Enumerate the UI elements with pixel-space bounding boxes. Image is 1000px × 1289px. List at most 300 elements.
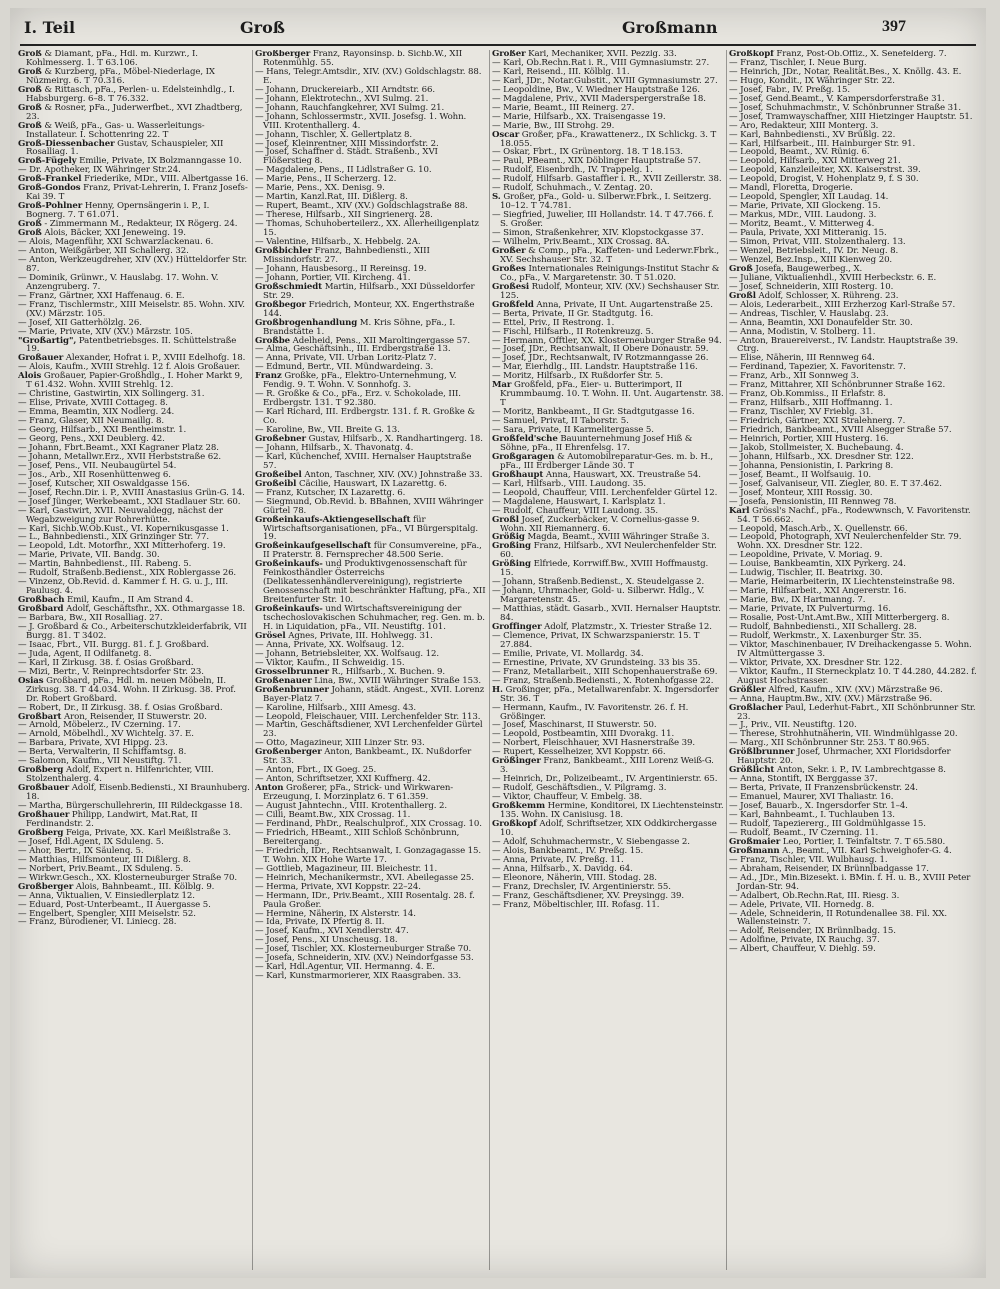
directory-entry: Großbart Aron, Reisender, II Stuwerstr. 20.: [18, 711, 207, 722]
directory-entry: — Franz, Drechsler, IV. Argentinierstr. 55.: [492, 881, 671, 892]
directory-entry: — Anton, Fbrt., IX Goeg. 25.: [255, 765, 377, 776]
directory-entry: — Arnold, Möbelhdl., XV Wichtelg. 37. E.: [18, 729, 194, 740]
directory-entry: — Viktor, Private, XX. Dresdner Str. 122.: [729, 657, 903, 668]
directory-entry: — Karl, Bahnbeamt., I. Tuchlauben 13.: [729, 810, 895, 821]
directory-entry: Großbach Emil, Kaufm., II Am Strand 4.: [18, 595, 194, 606]
directory-entry: — Leopold, Fleischauer, VIII. Lerchenfelder Str. 113.: [255, 711, 481, 722]
directory-entry: — Karl, Küchenchef, XVIII. Hernalser Hauptstraße 57.: [255, 451, 472, 471]
directory-entry: — Ernestine, Private, XV Grundsteing. 33 bis 35.: [492, 657, 701, 668]
directory-entry: — Therese, Hilfsarb., XII Singrienerg. 28.: [255, 210, 433, 221]
directory-entry: — Rudolf, Straßenb.Bedienst., XIX Roblergasse 26.: [18, 568, 237, 579]
directory-entry: — Rudolf, Geschäftsdien., V. Pilgramg. 3.: [492, 783, 667, 794]
directory-entry: — Anna, Viktualien, V. Einsiedlerplatz 12.: [18, 890, 195, 901]
directory-entry: — Hermine, Näherin, IX Alsterstr. 14.: [255, 908, 416, 919]
directory-entry: — Hugo, Kondit., IX Währinger Str. 22.: [729, 75, 895, 86]
directory-entry: — Leopold, Beamt., XV. Rünig. 6.: [729, 147, 870, 158]
directory-entry: Groß & Weiß, pFa., Gas- u. Wasserleitungs-Installateur. I. Schottenring 22. T: [18, 120, 205, 140]
directory-entry: — Anna, Private, XX. Wolfsaug. 12.: [255, 639, 405, 650]
directory-entry: — Moritz, Hilfsarb., IX Rußdorfer Str. 5.: [492, 371, 664, 382]
directory-entry: — Johann, Fbrt.Beamt., XXI Kagraner Platz 28.: [18, 442, 219, 453]
directory-entry: — Anna, Hauptm.Bw., XIV. (XV.) Märzstraße 96.: [729, 693, 933, 704]
directory-entry: — Matthias, Hilfsmonteur, III Dißlerg. 8.: [18, 854, 191, 865]
directory-entry: — Sara, Private, II Karmelitergasse 5.: [492, 425, 654, 436]
directory-entry: Großbard Adolf, Geschäftsfhr., XX. Othmargasse 18.: [18, 604, 245, 615]
directory-entry: Großeinkaufs- und Wirtschaftsvereinigung der tschechoslovakischen Schuhmacher, reg. Gen. m. b. H. in Liquidation, pFa., VII. Neustiftg. 101.: [255, 604, 485, 632]
directory-entry: — Marie, Beamt., III Reinerg. 27.: [492, 102, 635, 113]
directory-entry: — Franz, Tischler, VII. Wulbhausg. 1.: [729, 854, 888, 865]
directory-entry: — Viktor, Kaufm., II Schweidig. 15.: [255, 657, 405, 668]
directory-entry: — Simon, Straßenkehrer, XIV. Klopstockgasse 37.: [492, 228, 704, 239]
directory-entry: — Abraham, Reisender, IX Brünnlbadgasse 17.: [729, 863, 929, 874]
directory-entry: — Josef, Kaufm., XVI Xendlerstr. 47.: [255, 926, 409, 937]
directory-entry: — Adele, Private, VII. Hornedg. 8.: [729, 899, 875, 910]
directory-entry: — R. Großke & Co., pFa., Erz. v. Schokolade, III. Erdbergstr. 131. T 92.380.: [255, 389, 461, 409]
directory-entry: — L., Bahnbediensti., XIX Grinzinger Str. 77.: [18, 532, 209, 543]
directory-entry: — J., Priv., VII. Neustiftg. 120.: [729, 720, 857, 731]
directory-entry: Größinger Franz, Bankbeamt., XIII Lorenz Weiß-G. 3.: [492, 756, 714, 776]
directory-entry: — Elise, Private, XVIII Cottageg. 8.: [18, 398, 168, 409]
directory-entry: — Josef, Pens., XI Unscheusg. 18.: [255, 935, 398, 946]
directory-entry: — Josef Jünger, Werkebeamt., XXI Stadlauer Str. 60.: [18, 496, 241, 507]
directory-entry: Großfeld'sche Bauunternehmung Josef Hiß & Söhne, pFa., II Ehrenfelsg. 17.: [492, 433, 693, 453]
directory-entry: — Thomas, Schuhoberteilerz., XX. Allerheiligenplatz 15.: [255, 219, 479, 239]
directory-entry: — Leopold, Chauffeur, VIII. Lerchenfelder Gürtel 12.: [492, 487, 718, 498]
directory-entry: — Karl, Gastwirt, XVII. Neuwaldegg, nächst der Wegabzweigung zur Rohrerhütte.: [18, 505, 223, 525]
directory-entry: — Martin, Geschäftsdiener, XVI Lerchenfelder Gürtel 23.: [255, 720, 483, 740]
directory-entry: — Magdalene, Priv., XVII Maderspergerstraße 18.: [492, 93, 706, 104]
directory-entry: Großesi Rudolf, Monteur, XIV. (XV.) Sechshauser Str. 125.: [492, 281, 720, 301]
directory-column-1: [18, 50, 250, 1274]
directory-entry: — Josefa, Pensionistin, III Rennweg 78.: [729, 496, 897, 507]
directory-entry: — Johann, Elektrotechn., XVI Sulmg. 21.: [255, 93, 429, 104]
directory-entry: — Ferdinand, PhDr., Realschulprof., XIX Crossag. 10.: [255, 818, 482, 829]
directory-entry: — Hans, Telegr.Amtsdir., XIV. (XV.) Goldschlagstr. 88. E.: [255, 66, 482, 86]
directory-entry: — Wenzel, Betriebsleit., IV. Dr. Neug. 8.: [729, 245, 899, 256]
directory-entry: — Leopold, Masch.Arb., X. Quellenstr. 66.: [729, 523, 908, 534]
directory-entry: — Karl Richard, III. Erdbergstr. 131. f. R. Großke & Co.: [255, 407, 475, 427]
directory-entry: Größlicht Anton, Sekr. i. P., IV. Lambrechtgasse 8.: [729, 765, 946, 776]
directory-entry: — Franz, Geschäftsdiener, XV. Preysingg. 39.: [492, 890, 685, 901]
directory-entry: — Valentine, Hilfsarb., X. Hebbelg. 2A.: [255, 237, 421, 248]
directory-entry: — Franz, Möbeltischler, III. Rofasg. 11.: [492, 899, 660, 910]
directory-entry: — Emanuel, Maurer, XVI Thaliastr. 16.: [729, 792, 894, 803]
directory-entry: — Josef, Maschinarst, II Stuwerstr. 50.: [492, 720, 657, 731]
directory-entry: Groß-Pohlner Henny, Opernsängerin i. P., I. Bognerg. 7. T 61.071.: [18, 201, 210, 221]
directory-entry: — Siegfried, Juwelier, III Hollandstr. 14. T 47.766. f. S. Großer.: [492, 210, 714, 230]
directory-entry: — Berta, Private, II Franzensbrückenstr. 24.: [729, 783, 918, 794]
directory-entry: — Emma, Beamtin, XIX Nodlerg. 24.: [18, 407, 175, 418]
directory-entry: — Ahor, Bertr., IX Säulenq. 5.: [18, 845, 144, 856]
directory-entry: — Aro, Redakteur, XIII Monterg. 3.: [729, 120, 879, 131]
directory-entry: — Rudolf, Schuhmach., V. Zentag. 20.: [492, 183, 653, 194]
directory-entry: Groß Josefa, Baugewerbeg., X.: [729, 263, 863, 274]
directory-entry: — Samuel, Privat, II Taborstr. 5.: [492, 416, 629, 427]
page-number: 397: [882, 18, 906, 35]
directory-entry: — Ida, Private, IX Pfertig 8. II.: [255, 917, 385, 928]
directory-entry: — Otto, Magazineur, XIII Linzer Str. 93.: [255, 738, 425, 749]
directory-entry: — Johann, Schlossermstr., XVII. Josefsg. 1. Wohn. VIII. Krotenthallerg. 4.: [255, 111, 467, 131]
directory-entry: — Eleonore, Näherin, VIII. Stodag. 28.: [492, 872, 657, 883]
directory-entry: — Anna, Stontift, IX Berggasse 37.: [729, 774, 878, 785]
directory-entry: — Marie, Hilfsarb., XX. Traisengasse 19.: [492, 111, 666, 122]
directory-entry: — Moritz, Beamt., V. Mitterweg 4.: [729, 219, 875, 230]
directory-entry: — Franz, Bürodiener, VI. Liniecg. 28.: [18, 917, 177, 928]
directory-entry: — Franz, Metallarbeit., XIII Schopenhauerstraße 69.: [492, 666, 718, 677]
directory-entry: — Clemence, Privat, IX Schwarzspanierstr. 15. T 27.884.: [492, 630, 700, 650]
directory-entry: — Anton, Schriftsetzer, XXI Kuffnerg. 42.: [255, 774, 431, 785]
directory-entry: Großbichler Franz, Bahnbediensti., XIII Missindorfstr. 27.: [255, 245, 430, 265]
directory-entry: — Friedrich, Bankbeamt., XVIII Alsegger Straße 57.: [729, 425, 952, 436]
directory-entry: — Josef, Pens., VII. Neubaugürtel 54.: [18, 460, 177, 471]
directory-entry: — Salomon, Kaufm., VII Neustiftg. 71.: [18, 756, 182, 767]
directory-entry: Großmann A., Beamt., VII. Karl Schweighofer-G. 4.: [729, 845, 952, 856]
directory-entry: Großes Internationales Reinigungs-Institut Stachr & Co., pFa., V. Margaretenstr. 30. T 51.020.: [492, 263, 720, 283]
directory-entry: Großberger Alois, Bahnbeamt., III. Kölblg. 9.: [18, 881, 215, 892]
directory-entry: — Alois, Kaufm., XVIII Strehlg. 12 f. Alois Großauer.: [18, 362, 240, 373]
directory-entry: Großberg Feiga, Private, XX. Karl Meißlstraße 3.: [18, 827, 231, 838]
directory-entry: — Viktor, Maschinenbauer, IV Dreihackengasse 5. Wohn. IV Altmüttergasse 3.: [729, 639, 972, 659]
directory-entry: — Magdalene, Hauswart, I. Karlsplatz 1.: [492, 496, 666, 507]
directory-entry: Großberger Franz, Rayonsinsp. b. Sichb.W., XII Rotenmühlg. 55.: [255, 50, 463, 68]
header-last-entry: Großmann: [622, 18, 718, 37]
directory-entry: Großbe Adelheid, Pens., XII Maroltingergasse 57.: [255, 335, 470, 346]
directory-entry: — Engelbert, Spengler, XIII Meiselstr. 52.: [18, 908, 196, 919]
directory-entry: — Josef, Beamt., II Wolfsauig. 10.: [729, 469, 872, 480]
directory-entry: — Martha, Bürgerschullehrerin, III Rildeckgasse 18.: [18, 801, 243, 812]
directory-entry: — Marie, Bw., IX Hartmanng. 7.: [729, 595, 866, 606]
directory-entry: Großeinkaufs-Aktiengesellschaft für Wirtschaftsorganisationen, pFa., VI Bürgerspitalg. 19.: [255, 514, 479, 543]
directory-entry: — Rudolf, Eisenbrdh., IV. Trappelg. 1.: [492, 165, 653, 176]
directory-entry: — Adele, Schneiderin, II Rotundenallee 38. Fil. XX. Wallensteinstr. 7.: [729, 908, 947, 928]
directory-entry: — Hermann, Kaufm., IV. Favoritenstr. 26. f. H. Größinger.: [492, 702, 689, 722]
directory-entry: — August Jahntechn., VIII. Krotenthallerg. 2.: [255, 801, 448, 812]
directory-entry: — Karoline, Bw., VII. Breite G. 13.: [255, 425, 400, 436]
directory-entry: — Herma, Private, XVI Koppstr. 22–24.: [255, 881, 421, 892]
directory-entry: — Franz, Tischler, XV Frieblg. 31.: [729, 407, 874, 418]
directory-entry: Grosselbrunner R., Hilfsarb., X. Buchen. 9.: [255, 666, 445, 677]
directory-entry: — Magdalene, Pens., II Lidlstraßer G. 10.: [255, 165, 432, 176]
directory-entry: Groß-Diessenbacher Gustav, Schauspieler, XII Rosalliag. 1.: [18, 138, 224, 158]
directory-entry: — Oskar, Fbrt., IX Grünentorg. 18. T 18.153.: [492, 147, 683, 158]
directory-entry: — J. Großbard & Co., Arbeiterschutzkleiderfabrik, VII Burgg. 81. T 3402.: [18, 622, 247, 641]
directory-entry: Groß & Rittasch, pFa., Perlen- u. Edelsteinhdlg., I. Habsburgerg. 6–8. T 76.332.: [18, 84, 235, 104]
directory-entry: — Franz, Kutscher, IX Lazarettg. 6.: [255, 487, 406, 498]
column-divider: [489, 50, 490, 1270]
directory-entry: — Siegmund, Ob.Revid. b. BBahnen, XVIII Währinger Gürtel 78.: [255, 496, 484, 516]
directory-entry: Größler Alfred, Kaufm., XIV. (XV.) Märzstraße 96.: [729, 684, 943, 695]
directory-entry: — Anna, Beamtin, XXI Donaufelder Str. 30.: [729, 317, 913, 328]
directory-entry: Größing Elfriede, Korrwiff.Bw., XVIII Hoffmaustg. 15.: [492, 559, 709, 579]
directory-entry: — Johann, Straßenb.Bedienst., X. Steudelgasse 2.: [492, 577, 705, 588]
directory-entry: — Wenzel, Bez.Insp., XIII Kienweg 20.: [729, 254, 893, 265]
directory-entry: Mar Großfeld, pFa., Eier- u. Butterimport, II Krummbaumg. 10. T. Wohn. II. Unt. Augartenstr. 38. T: [492, 380, 724, 409]
directory-entry: — Franz, Arb., XII Sonnweg 3.: [729, 371, 859, 382]
directory-entry: — Norbert, Fleischhauer, XVI Hasnerstraße 39.: [492, 738, 695, 749]
directory-entry: — Josef, Kleinrentner, XIII Missindorfstr. 2.: [255, 138, 439, 149]
directory-entry: — Karl, JDr., Notar.Gubstit., XVIII Gymnasiumstr. 27.: [492, 75, 718, 86]
directory-entry: — Friedrich, HBeamt., XIII Schloß Schönbrunn, Bereitergang.: [255, 827, 460, 847]
directory-entry: — Johann, Druckereiarb., XII Arndtstr. 66.: [255, 84, 436, 95]
section-label: I. Teil: [24, 18, 76, 37]
directory-entry: — Marie, Heimarbeiterin, IX Liechtensteinstraße 98.: [729, 577, 955, 588]
directory-entry: — Ferdinand, Tapezier, X. Favoritenstr. 7.: [729, 362, 906, 373]
directory-entry: — Barbara, Private, XVI Hippg. 23.: [18, 738, 168, 749]
directory-entry: H. Großinger, pFa., Metallwarenfabr. X. Ingersdorfer Str. 36. T: [492, 684, 719, 704]
directory-entry: — Leopold, Drogist, V. Hohenplatz 9, f. S 30.: [729, 174, 919, 185]
directory-entry: — Josef, Schneiderin, XIII Rosterg. 10.: [729, 281, 894, 292]
directory-entry: Groß-Gondos Franz, Privat-Lehrerin, I. Franz Josefs-Kai 39. T: [18, 183, 248, 203]
directory-entry: — Heinrich, Mechanikermstr., XVI. Abeilegasse 25.: [255, 872, 474, 883]
directory-entry: — Eduard, Post-Unterbeamt., II Auergasse 5.: [18, 899, 211, 910]
page-header: [10, 14, 986, 42]
directory-entry: — Georg, Pens., XXI Deublerg. 42.: [18, 433, 165, 444]
directory-entry: — Karl, Hilfsarb., VIII. Laudong. 35.: [492, 478, 647, 489]
directory-entry: Großhaupt Anna, Hauswart, XX. Treustraße 54.: [492, 469, 701, 480]
directory-entry: Großbegor Friedrich, Monteur, XX. Engerthstraße 144.: [255, 299, 475, 319]
directory-entry: Groß Alois, Bäcker, XXI Jeneweing. 19.: [18, 228, 186, 239]
directory-entry: — Karl, II Zirkusg. 38. f. Osias Großbard.: [18, 657, 194, 668]
directory-entry: — Adalbert, Ob.Rechn.Rat, III. Riesg. 3.: [729, 890, 900, 901]
directory-entry: — Franz, Glaser, XII Neumaillg. 8.: [18, 416, 164, 427]
directory-entry: — Marie, Pens., XX. Denisg. 9.: [255, 183, 385, 194]
directory-entry: S. Großer, pFa., Gold- u. Silberwr.Fbrk., I. Seitzerg. 10–12. T 74.781.: [492, 192, 712, 212]
directory-entry: — Karl, Ob.Rechn.Rat i. R., VIII Gymnasiumstr. 27.: [492, 57, 710, 68]
directory-entry: — Emilie, Private, VI. Mollardg. 34.: [492, 648, 644, 659]
directory-entry: Großeibl Cäcilie, Hauswart, IX Lazarettg. 6.: [255, 478, 447, 489]
directory-entry: — Adolf, Reisender, IX Brünnlbadg. 15.: [729, 926, 896, 937]
directory-entry: — Elise, Näherin, III Rennweg 64.: [729, 353, 875, 364]
directory-entry: — Rosalie, Post-Unt.Amt.Bw., XIII Mitterbergerg. 8.: [729, 613, 950, 624]
directory-entry: Großauer Alexander, Hofrat i. P., XVIII Edelhofg. 18.: [18, 353, 246, 364]
directory-entry: Großer Karl, Mechaniker, XVII. Pezzlg. 33.: [492, 50, 677, 59]
directory-entry: — Berta, Verwalterin, II Schiffamtsg. 8.: [18, 747, 187, 758]
directory-entry: — Wilhelm, Priv.Beamt., XIX Crossag. 8A.: [492, 237, 670, 248]
directory-entry: Grösel Agnes, Private, III. Hohlwegg. 31.: [255, 630, 433, 641]
directory-entry: — Josef, Tischler, XX. Klosterneuburger Straße 70.: [255, 944, 472, 955]
directory-column-2: [255, 50, 487, 1274]
directory-entry: — Anton, Brauereiverst., IV. Landstr. Hauptstraße 39. Ctrg.: [729, 335, 958, 355]
directory-entry: — Leopold, Ldt. Motorfhr., XXI Mitterhoferg. 19.: [18, 541, 226, 552]
directory-entry: — Martin, Bahnbedienst., III. Rabeng. 5.: [18, 559, 192, 570]
directory-entry: Großkopf Adolf, Schriftsetzer, XIX Oddkirchergasse 10.: [492, 818, 717, 838]
directory-entry: Groß-Fügely Emilie, Private, IX Bolzmanngasse 10.: [18, 156, 242, 167]
directory-entry: — Mandl, Floretta, Drogerie.: [729, 183, 853, 194]
directory-column-4: [729, 50, 979, 1274]
directory-entry: — Marie, Private, IX Pulverturmg. 16.: [729, 604, 891, 615]
directory-entry: — Johann, Portier, VII. Kircheng. 41.: [255, 272, 411, 283]
directory-entry: — Leopold, Postbeamtin, XIII Dvorakg. 11.: [492, 729, 675, 740]
directory-entry: — Mizi, Bertr., V. Reinprechtsdorfer Str. 23.: [18, 666, 204, 677]
directory-entry: — Franz, Gärtner, XXI Haffenaug. 6. E.: [18, 290, 185, 301]
directory-entry: — Marie, Private, VII. Bandg. 30.: [18, 550, 160, 561]
directory-entry: — Rudolf, Hilfsarb. Gastaffier i. R., XVII Zeillerstr. 38.: [492, 174, 722, 185]
directory-entry: — Moritz, Bankbeamt., II Gr. Stadtgutgasse 16.: [492, 407, 695, 418]
directory-entry: Osias Großbard, pFa., Hdl. m. neuen Möbeln, II. Zirkusg. 38. T 44.034. Wohn. II Zirkusg. 38. Prof. Dr. Robert Großbard.: [18, 675, 236, 704]
directory-entry: — Wirkwr.Gesch., XX. Klosterneuburger Straße 70.: [18, 872, 238, 883]
directory-entry: — Josef, Rechn.Dir. i. P., XVIII Anastasius Grün-G. 14.: [18, 487, 245, 498]
directory-entry: — Berta, Private, II Gr. Stadtgutg. 16.: [492, 308, 654, 319]
directory-entry: Großkopf Franz, Post-Ob.Offiz., X. Senefelderg. 7.: [729, 50, 947, 59]
directory-entry: — Rudolf, Beamt., IV Czerning. 11.: [729, 827, 879, 838]
directory-entry: — Josef, Schuhmachmstr., V. Schönbrunner Straße 31.: [729, 102, 962, 113]
directory-entry: "Großartig", Patentbetriebsges. II. Schüttelstraße 19.: [18, 335, 237, 355]
directory-entry: — Anna, Private, IV. Preßg. 11.: [492, 854, 624, 865]
directory-entry: — Rupert, Beamt., XIV (XV.) Goldschlagstraße 88.: [255, 201, 468, 212]
directory-entry: Großenberger Anton, Bankbeamt., IX. Nußdorfer Str. 33.: [255, 747, 472, 767]
directory-entry: Großenbrunner Johann, städt. Angest., XVII. Lorenz Bayer-Platz 7.: [255, 684, 485, 704]
directory-entry: — Leopold, Hilfsarb., XXI Mitterweg 21.: [729, 156, 901, 167]
directory-entry: Groß & Rosner, pFa., Juderwerfbet., XVI Zhadtberg, 23.: [18, 102, 243, 122]
directory-entry: Großbauer Adolf, Eisenb.Bediensti., XI Braunhuberg. 18.: [18, 783, 250, 803]
directory-entry: Großeinkaufgesellschaft für Consumvereine, pFa., II Praterstr. 8. Fernsprecher 48.500 Serie.: [255, 541, 482, 561]
directory-entry: — Friedrich, IDr., Rechtsanwalt, I. Gonzagagasse 15. T. Wohn. XIX Hohe Warte 17.: [255, 845, 482, 865]
directory-entry: — Dr. Apotheker, IX Währinger Str.24.: [18, 165, 181, 176]
directory-entry: — Josef, Galvaniseur, VII. Ziegler, 80. E. T 37.462.: [729, 478, 942, 489]
directory-entry: — Jos., Arb., XII Rosenhüttenweg 6.: [18, 469, 171, 480]
directory-entry: Großmaier Leo, Portier, I. Teinfaltstr. 7. T 65.580.: [729, 836, 946, 847]
directory-entry: — Josef, Hdl.Agent, IX Sduleng. 5.: [18, 836, 164, 847]
directory-entry: — Jakob, Stollmeister, X. Buchebaung. 4.: [729, 442, 904, 453]
directory-entry: — Adolfine, Private, IX Rauchg. 37.: [729, 935, 880, 946]
directory-entry: Großbrogenhandlung M. Kris Söhne, pFa., I. Brandstätte 1.: [255, 317, 456, 337]
directory-entry: — Karoline, Hilfsarb., XIII Amesg. 43.: [255, 702, 416, 713]
directory-entry: — Heinrich, Dr., Polizeibeamt., IV. Argentinierstr. 65.: [492, 774, 718, 785]
directory-entry: — Marie, Private, XII Glockeng. 15.: [729, 201, 881, 212]
directory-entry: — Karl, Sichb.W.Ob.Kust., VI. Kopernikusgasse 1.: [18, 523, 229, 534]
directory-entry: — Franz, Tischler, I. Neue Burg.: [729, 57, 867, 68]
directory-entry: Groß - Zimmermann M., Redakteur, IX Rögerg. 24.: [18, 219, 238, 230]
directory-entry: — Leopold, Photograph, XVI Neulerchenfelder Str. 79. Wohn. XX. Dresdner Str. 122.: [729, 532, 962, 552]
directory-entry: — Johann, Metallwr.Erz., XVII Herbststraße 62.: [18, 451, 222, 462]
directory-entry: — Josefa, Schneiderin, XIV. (XV.) Neindorfgasse 53.: [255, 953, 474, 964]
directory-entry: — Friedrich, Gärtner, XXI Stralehnerg. 7.: [729, 416, 906, 427]
directory-entry: — Adolf, Schuhmachermstr., V. Siebengasse 2.: [492, 836, 690, 847]
directory-entry: — Johann, Hausbesorg., II Rereinsg. 19.: [255, 263, 427, 274]
directory-entry: — Leopold, Kanzleileiter, XX. Kaiserstrst. 39.: [729, 165, 921, 176]
directory-entry: — Alois, Lederarbeit., XIII Erzherzog Karl-Straße 57.: [729, 299, 956, 310]
directory-entry: Größlbrunner Josef, Uhrmacher, XXI Floridsdorfer Hauptstr. 20.: [729, 747, 951, 767]
directory-entry: — Hermann, IDr., Priv.Beamt., XIII Rosentalg. 28. f. Paula Großer.: [255, 890, 475, 910]
directory-entry: Großer & Comp., pFa., Kaffeten- und Lederwr.Fbrk., XV. Sechshauser Str. 32. T: [492, 245, 720, 265]
directory-entry: — Anna, Private, VII. Urban Loritz-Platz 7.: [255, 353, 437, 364]
directory-entry: — Franz, Tischlermstr., XIII Meiselstr. 85. Wohn. XIV. (XV.) Märzstr. 105.: [18, 299, 245, 319]
directory-entry: — Rupert, Kesselheizer, XVI Koppstr. 66.: [492, 747, 666, 758]
directory-entry: Großing Franz, Hilfsarb., XVI Neulerchenfelder Str. 60.: [492, 541, 717, 561]
directory-entry: Großhauer Philipp, Landwirt, Mat.Rat, II Ferdinandstr. 2.: [18, 810, 198, 829]
directory-entry: Großfeld Anna, Private, II Unt. Augartenstraße 25.: [492, 299, 713, 310]
directory-entry: — Paula, Private, XXI Mitteranig. 15.: [729, 228, 887, 239]
directory-entry: — Ettel, Priv., II Restrong. 1.: [492, 317, 615, 328]
directory-entry: — Marie, Pens., II Scherzerg. 12.: [255, 174, 397, 185]
directory-entry: — Heinrich, Portier, XIII Husterg. 16.: [729, 433, 889, 444]
directory-entry: Großeinkaufs- und Produktivgenossenschaft für Feinkosthändler Österreichs (Delikatessenhändlervereinigung), registrierte Genossenschaft mit beschränkter Haftung, pFa., XII Breitenfurter Str. 10.: [255, 559, 486, 606]
directory-entry: — Rudolf, Werkmstr., X. Laxenburger Str. 35.: [729, 630, 922, 641]
directory-entry: Großkemm Hermine, Konditorei, IX Liechtensteinstr. 135. Wohn. IX Canisiusg. 18.: [492, 801, 724, 821]
directory-entry: Großeibel Anton, Taschner, XIV. (XV.) Johnstraße 33.: [255, 469, 483, 480]
directory-page: [10, 8, 986, 1278]
directory-entry: — Alma, Geschäftsinh., III. Erdbergstraße 13.: [255, 344, 451, 355]
column-divider: [252, 50, 253, 1270]
directory-entry: — Josef, Fabr., IV. Preßg. 15.: [729, 84, 851, 95]
directory-entry: Anton Großerer, pFa., Strick- und Wirkwaren-Erzeugung, I. Morzinplatz 6. T 61.359.: [255, 783, 454, 803]
directory-entry: Franz Großke, pFa., Elektro-Unternehmung, V. Fendig. 9. T. Wohn. V. Sonnhofg. 3.: [255, 371, 457, 391]
directory-entry: — Marie, Bw., III Strohg. 29.: [492, 120, 615, 131]
directory-entry: — Dominik, Grünwr., V. Hauslabg. 17. Wohn. V. Anzengruberg. 7.: [18, 272, 219, 292]
directory-entry: — Ad., JDr., Min.Bizesekt. i. BMin. f. H. u. B., XVIII Peter Jordan-Str. 94.: [729, 872, 971, 892]
directory-entry: — Gottlieb, Magazineur, III. Bleichestr. 11.: [255, 863, 438, 874]
directory-entry: — Johann, Hilfsarb., X. Thavonatg. 4.: [255, 442, 414, 453]
directory-entry: — Josef, JDr., Rechtsanwalt, IV Rotzmanngasse 26.: [492, 353, 709, 364]
directory-entry: — Fischl, Hilfsarb., II Rotenkreuzg. 5.: [492, 326, 654, 337]
directory-entry: — Franz, Ob.Kommiss., II Erlafstr. 8.: [729, 389, 886, 400]
directory-entry: — Cilli, Beamt.Bw., XIX Crossag. 11.: [255, 810, 411, 821]
directory-entry: Größig Magda, Beamt., XVIII Währinger Straße 3.: [492, 532, 710, 543]
directory-entry: — Heinrich, JDr., Notar, Realität.Bes., X. Knöllg. 43. E.: [729, 66, 962, 77]
directory-entry: Karl Grössl's Nachf., pFa., Rodewwnsch, V. Favoritenstr. 54. T 56.662.: [729, 505, 971, 525]
directory-entry: — Karl, Kunstmarmorierer, XIX Raasgraben. 33.: [255, 971, 461, 982]
directory-entry: — Mar, Eierhdlg., III. Landstr. Hauptstraße 116.: [492, 362, 698, 373]
directory-entry: — Rudolf, Chauffeur, VIII Laudong. 35.: [492, 505, 658, 516]
directory-entry: — Viktor, Kaufm., II Sterneckplatz 10. T 44.280, 44.282. f. August Hochstrasser.: [729, 666, 977, 686]
directory-entry: — Leopoldine, Bw., V. Wiedner Hauptstraße 126.: [492, 84, 700, 95]
directory-entry: Großl Josef, Zuckerbäcker, V. Cornelius-gasse 9. Wohn. XII Riemannerg. 6.: [492, 514, 700, 534]
directory-entry: — Georg, Hilfsarb., XXI Bentheimstr. 1.: [18, 425, 187, 436]
directory-entry: — Johanna, Pensionistin, I. Parkring 8.: [729, 460, 894, 471]
directory-entry: Groß & Diamant, pFa., Hdl. m. Kurzwr., I. Kohlmesserg. 1. T 63.106.: [18, 50, 198, 68]
directory-entry: — Johann, Hilfsarb., XX. Dresdner Str. 122.: [729, 451, 914, 462]
directory-entry: — Josef, Gend.Beamt., V. Kampersdorferstraße 31.: [729, 93, 945, 104]
directory-entry: — Albert, Chauffeur, V. Diehlg. 59.: [729, 944, 876, 955]
directory-entry: Großgaragen & Automobilreparatur-Ges. m. b. H., pFa., III Erdberger Lände 30. T: [492, 451, 714, 471]
directory-entry: — Robert, Dr., II Zirkusg. 38. f. Osias Großbard.: [18, 702, 223, 713]
column-divider: [726, 50, 727, 1270]
directory-entry: — Karl, Hdl.Agentur, VII. Hermanng. 4. E.: [255, 962, 435, 973]
directory-entry: — Johann, Uhrmacher, Gold- u. Silberwr. Hdlg., V. Margaretenstr. 45.: [492, 586, 705, 606]
directory-entry: Großebner Gustav, Hilfsarb., X. Randhartingerg. 18.: [255, 433, 483, 444]
directory-entry: — Franz, Mittahrer, XII Schönbrunner Straße 162.: [729, 380, 946, 391]
header-rule: [20, 44, 976, 46]
directory-entry: — Marie, Private, XIV (XV.) Märzstr. 105.: [18, 326, 193, 337]
directory-entry: Groffinger Adolf, Platzmstr., X. Triester Straße 12.: [492, 622, 712, 632]
directory-entry: — Johann, Tischler, X. Gellertplatz 8.: [255, 129, 412, 140]
directory-entry: — Therese, Strohhutnäherin, VII. Windmühlgasse 20.: [729, 729, 958, 740]
directory-entry: — Norbert, Priv.Beamt., IX Sduleng. 5.: [18, 863, 184, 874]
directory-entry: — Josef, XII Gatterhölzlg. 26.: [18, 317, 142, 328]
directory-entry: — Christine, Gastwirtin, XIX Sollingerg. 31.: [18, 389, 205, 400]
directory-entry: — Johann, Rauchfangkehrer, XVI Sulmg. 21.: [255, 102, 445, 113]
directory-entry: — Louise, Bankbeamtin, XIX Pyrkerg. 24.: [729, 559, 906, 570]
directory-entry: — Anton, Weißgärber, XII Schallerg. 32.: [18, 245, 189, 256]
directory-entry: — Martin, Kanzl.Rat, III. Dißlerg. 8.: [255, 192, 408, 203]
directory-entry: — Edmund, Bertr., VII. Mündwardeing. 3.: [255, 362, 434, 373]
directory-entry: — Matthias, städt. Gasarb., XVII. Hernalser Hauptstr. 84.: [492, 604, 721, 624]
directory-entry: — Anna, Hilfsarb., X. Davidg. 64.: [492, 863, 633, 874]
directory-entry: — Josef, Kutscher, XII Oswaldgasse 156.: [18, 478, 190, 489]
directory-entry: — Karl, Bahnbediensti., XV Brüßlg. 22.: [729, 129, 896, 140]
directory-entry: — Josef, Schaffner d. Städt. Straßenb., XVI Flößerstieg 8.: [255, 147, 438, 167]
directory-entry: — Josef, JDr., Rechtsanwalt, II Obere Donaustr. 59.: [492, 344, 709, 355]
directory-entry: — Leopold, Spengler, XII Laudag. 14.: [729, 192, 889, 203]
directory-entry: — Josef, Tramwayschaffner, XIII Hietzinger Hauptstr. 51.: [729, 111, 973, 122]
directory-entry: — Isaac, Fbrt., VII. Burgg. 81. f. J. Großbard.: [18, 639, 209, 650]
directory-entry: — Franz, Straßenb.Bediensti., X. Rotenhofgasse 22.: [492, 675, 714, 686]
header-first-entry: Groß: [240, 18, 285, 37]
directory-entry: Großlacher Paul, Lederhut-Fabrt., XII Schönbrunner Str. 23.: [729, 702, 976, 722]
directory-entry: — Marg., XII Schönbrunner Str. 253. T 80.965.: [729, 738, 930, 749]
directory-entry: Alois Großauer, Papier-Großhdlg., I. Hoher Markt 9, T 61.432. Wohn. XVIII Strehlg. 12.: [18, 371, 243, 391]
directory-entry: — Rudolf, Tapeziererg., III Goldmühlgasse 15.: [729, 818, 926, 829]
directory-entry: — Josef, Bauarb., X. Ingersdorfer Str. 1–4.: [729, 801, 908, 812]
